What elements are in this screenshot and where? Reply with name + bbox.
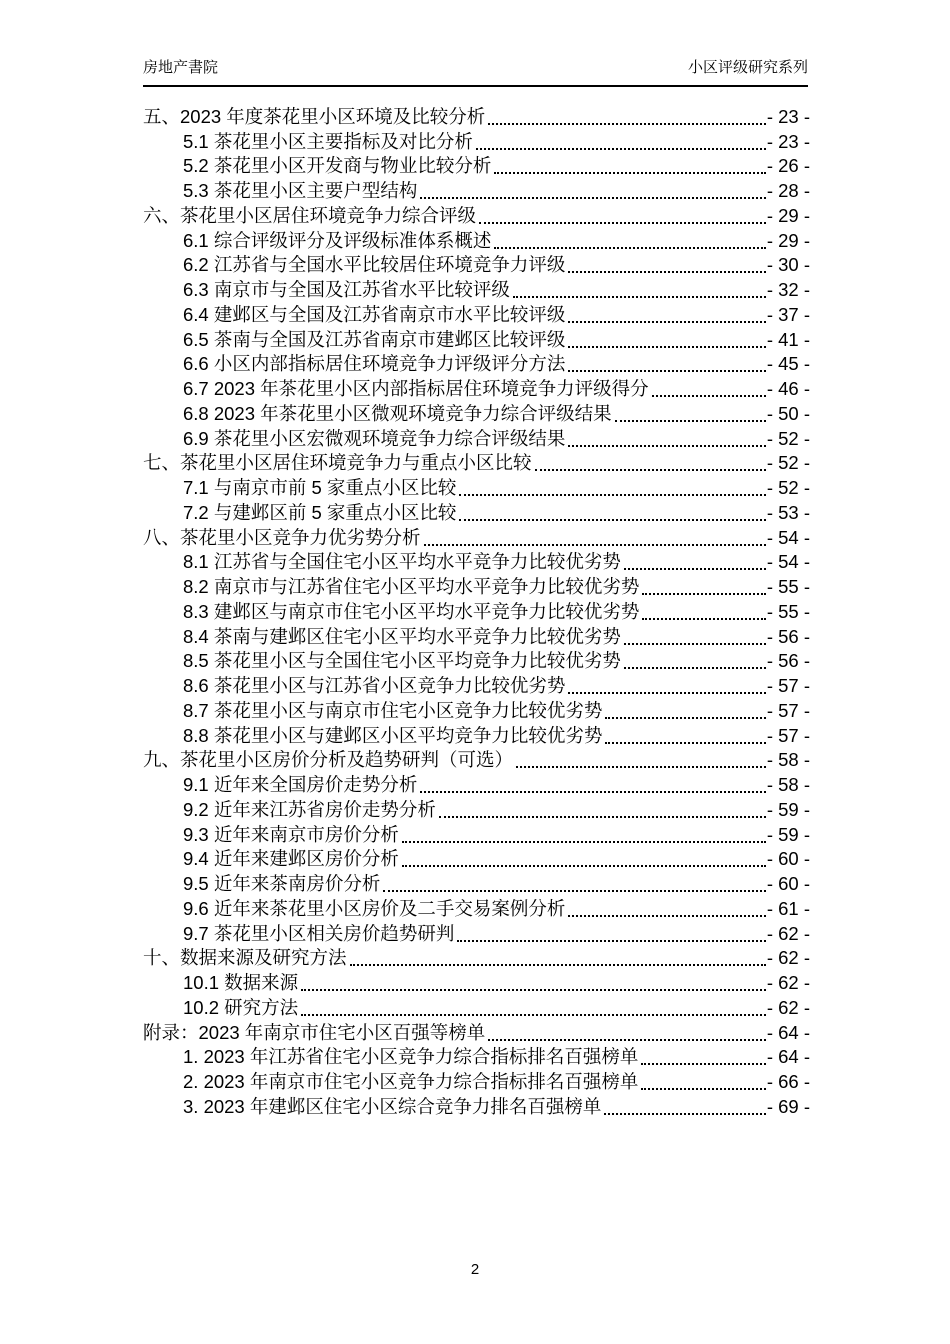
toc-entry-label: 6.9 茶花里小区宏微观环境竞争力综合评级结果 (183, 427, 566, 449)
toc-entry-label: 九、茶花里小区房价分析及趋势研判（可选） (143, 749, 514, 771)
toc-entry-label: 五、2023 年度茶花里小区环境及比较分析 (143, 105, 486, 127)
toc-entry-page: - 23 - (766, 105, 810, 127)
dot-leader (605, 717, 765, 719)
toc-entry[interactable] (143, 277, 810, 302)
toc-entry-page: - 61 - (766, 897, 810, 919)
toc-entry-page: - 59 - (766, 823, 810, 845)
toc-entry-label: 8.5 茶花里小区与全国住宅小区平均竞争力比较优劣势 (183, 650, 621, 672)
toc-entry-label: 附录：2023 年南京市住宅小区百强等榜单 (143, 1021, 486, 1043)
dot-leader (459, 494, 765, 496)
toc-entry[interactable] (143, 500, 810, 525)
toc-entry[interactable] (143, 1069, 810, 1094)
toc-entry[interactable] (143, 871, 810, 896)
header-left-text: 房地产書院 (143, 59, 219, 76)
toc-entry-label: 9.3 近年来南京市房价分析 (183, 823, 399, 845)
toc-entry[interactable] (143, 698, 810, 723)
toc-entry[interactable] (143, 352, 810, 377)
toc-entry-page: - 60 - (766, 873, 810, 894)
toc-entry-label: 六、茶花里小区居住环境竞争力综合评级 (143, 204, 477, 226)
toc-entry-page: - 57 - (766, 724, 810, 746)
toc-entry[interactable] (143, 748, 810, 773)
toc-entry[interactable] (143, 772, 810, 797)
toc-entry-page: - 62 - (766, 947, 810, 969)
toc-entry-label: 6.8 2023 年茶花里小区微观环境竞争力综合评级结果 (183, 402, 612, 424)
toc-entry-page: - 53 - (766, 501, 810, 523)
toc-entry[interactable] (143, 475, 810, 500)
toc-entry[interactable] (143, 401, 810, 426)
toc-entry[interactable] (143, 327, 810, 352)
dot-leader (568, 321, 765, 323)
toc-entry-label: 1. 2023 年江苏省住宅小区竞争力综合指标排名百强榜单 (183, 1046, 639, 1068)
dot-leader (641, 1088, 765, 1090)
toc-entry-label: 3. 2023 年建邺区住宅小区综合竞争力排名百强榜单 (183, 1095, 602, 1117)
toc-entry-page: - 58 - (766, 774, 810, 795)
dot-leader (513, 296, 766, 298)
dot-leader (568, 692, 765, 694)
dot-leader (301, 1014, 766, 1016)
toc-entry-page: - 59 - (766, 798, 810, 820)
page-number: 2 (470, 1261, 480, 1278)
toc-entry[interactable] (143, 1045, 810, 1070)
dot-leader (479, 222, 766, 224)
toc-entry-label: 10.2 研究方法 (183, 996, 299, 1018)
toc-entry-label: 5.3 茶花里小区主要户型结构 (183, 180, 418, 201)
toc-entry-page: - 56 - (766, 650, 810, 672)
toc-entry-label: 七、茶花里小区居住环境竞争力与重点小区比较 (143, 452, 532, 474)
toc-entry-page: - 62 - (766, 922, 810, 944)
toc-entry-label: 5.1 茶花里小区主要指标及对比分析 (183, 130, 473, 152)
toc-entry[interactable] (143, 104, 810, 129)
toc-entry-page: - 69 - (766, 1095, 810, 1117)
toc-entry-label: 9.2 近年来江苏省房价走势分析 (183, 798, 436, 820)
toc-entry-label: 6.1 综合评级评分及评级标准体系概述 (183, 229, 492, 251)
toc-entry[interactable] (143, 178, 810, 203)
toc-entry-page: - 62 - (766, 972, 810, 993)
toc-entry-page: - 57 - (766, 675, 810, 696)
toc-entry-label: 6.2 江苏省与全国水平比较居住环境竞争力评级 (183, 254, 566, 276)
dot-leader (494, 172, 765, 174)
toc-entry-label: 6.5 茶南与全国及江苏省南京市建邺区比较评级 (183, 328, 566, 350)
dot-leader (615, 420, 766, 422)
toc-entry[interactable] (143, 129, 810, 154)
toc-entry-page: - 29 - (766, 229, 810, 251)
toc-entry-page: - 54 - (766, 551, 810, 573)
toc-entry-label: 8.8 茶花里小区与建邺区小区平均竞争力比较优劣势 (183, 724, 603, 746)
toc-entry[interactable] (143, 302, 810, 327)
toc-entry-label: 8.2 南京市与江苏省住宅小区平均水平竞争力比较优劣势 (183, 576, 640, 597)
dot-leader (383, 890, 765, 892)
toc-entry-page: - 23 - (766, 130, 810, 152)
toc-entry[interactable] (143, 574, 810, 599)
dot-leader (568, 915, 765, 917)
toc-entry-label: 8.6 茶花里小区与江苏省小区竞争力比较优劣势 (183, 675, 566, 696)
toc-entry-page: - 29 - (766, 204, 810, 226)
toc-entry-page: - 58 - (766, 749, 810, 771)
toc-entry-label: 5.2 茶花里小区开发商与物业比较分析 (183, 155, 492, 177)
toc-entry-page: - 54 - (766, 526, 810, 548)
toc-entry[interactable] (143, 673, 810, 698)
toc-entry[interactable] (143, 624, 810, 649)
toc-entry[interactable] (143, 228, 810, 253)
toc-entry[interactable] (143, 203, 810, 228)
toc-entry-page: - 30 - (766, 254, 810, 276)
toc-entry-page: - 66 - (766, 1071, 810, 1092)
toc-entry-page: - 50 - (766, 402, 810, 424)
toc-entry[interactable] (143, 946, 810, 971)
toc-entry-label: 8.1 江苏省与全国住宅小区平均水平竞争力比较优劣势 (183, 551, 621, 573)
toc-entry-label: 6.3 南京市与全国及江苏省水平比较评级 (183, 279, 510, 300)
toc-entry-label: 9.1 近年来全国房价走势分析 (183, 774, 418, 795)
toc-entry-page: - 60 - (766, 848, 810, 870)
toc-entry-label: 7.1 与南京市前 5 家重点小区比较 (183, 477, 457, 498)
toc-entry-label: 9.5 近年来茶南房价分析 (183, 873, 381, 894)
toc-entry-page: - 26 - (766, 155, 810, 177)
dot-leader (568, 445, 765, 447)
toc-entry-page: - 55 - (766, 600, 810, 622)
dot-leader (604, 1113, 765, 1115)
dot-leader (642, 618, 765, 620)
toc-entry-page: - 56 - (766, 625, 810, 647)
toc-entry-label: 7.2 与建邺区前 5 家重点小区比较 (183, 501, 457, 523)
toc-entry-page: - 28 - (766, 180, 810, 201)
toc-entry-page: - 52 - (766, 452, 810, 474)
toc-entry-label: 9.4 近年来建邺区房价分析 (183, 848, 399, 870)
toc-entry-page: - 32 - (766, 279, 810, 300)
toc-entry-page: - 52 - (766, 477, 810, 498)
dot-leader (624, 643, 766, 645)
toc-entry-page: - 37 - (766, 303, 810, 325)
toc-entry[interactable] (143, 921, 810, 946)
dot-leader (402, 865, 766, 867)
toc-entry-label: 八、茶花里小区竞争力优劣势分析 (143, 526, 421, 548)
toc-entry-page: - 46 - (766, 378, 810, 399)
toc-entry-label: 10.1 数据来源 (183, 972, 299, 993)
toc-entry[interactable] (143, 822, 810, 847)
toc-entry-page: - 45 - (766, 353, 810, 375)
dot-leader (641, 1063, 765, 1065)
toc-entry-label: 6.4 建邺区与全国及江苏省南京市水平比较评级 (183, 303, 566, 325)
dot-leader (516, 766, 766, 768)
dot-leader (568, 271, 765, 273)
toc-entry[interactable] (143, 550, 810, 575)
toc-entry[interactable] (143, 253, 810, 278)
dot-leader (488, 123, 766, 125)
dot-leader (420, 791, 765, 793)
dot-leader (568, 346, 765, 348)
dot-leader (488, 1039, 766, 1041)
dot-leader (301, 989, 766, 991)
dot-leader (402, 841, 766, 843)
toc-entry-page: - 64 - (766, 1046, 810, 1068)
toc-entry-label: 8.3 建邺区与南京市住宅小区平均水平竞争力比较优劣势 (183, 600, 640, 622)
dot-leader (652, 395, 766, 397)
dot-leader (350, 964, 766, 966)
toc-entry[interactable] (143, 1020, 810, 1045)
toc-entry-page: - 52 - (766, 427, 810, 449)
toc-entry[interactable] (143, 599, 810, 624)
dot-leader (568, 370, 765, 372)
toc-entry[interactable] (143, 525, 810, 550)
toc-entry[interactable] (143, 847, 810, 872)
toc-entry-label: 6.7 2023 年茶花里小区内部指标居住环境竞争力评级得分 (183, 378, 649, 399)
toc-entry[interactable] (143, 723, 810, 748)
toc-entry[interactable] (143, 970, 810, 995)
dot-leader (476, 148, 766, 150)
toc-entry-label: 9.7 茶花里小区相关房价趋势研判 (183, 922, 455, 944)
toc-entry-page: - 41 - (766, 328, 810, 350)
dot-leader (605, 742, 765, 744)
toc-entry-label: 8.7 茶花里小区与南京市住宅小区竞争力比较优劣势 (183, 699, 603, 721)
toc-entry[interactable] (143, 797, 810, 822)
toc-entry[interactable] (143, 154, 810, 179)
toc-entry-label: 十、数据来源及研究方法 (143, 947, 347, 969)
toc-entry[interactable] (143, 426, 810, 451)
dot-leader (642, 593, 765, 595)
toc-entry[interactable] (143, 1094, 810, 1119)
dot-leader (439, 816, 766, 818)
toc-entry-label: 9.6 近年来茶花里小区房价及二手交易案例分析 (183, 897, 566, 919)
toc-entry-label: 2. 2023 年南京市住宅小区竞争力综合指标排名百强榜单 (183, 1071, 639, 1092)
dot-leader (420, 197, 765, 199)
toc-entry[interactable] (143, 649, 810, 674)
toc-entry-page: - 55 - (766, 576, 810, 597)
dot-leader (535, 469, 766, 471)
toc-entry[interactable] (143, 376, 810, 401)
dot-leader (457, 940, 765, 942)
dot-leader (459, 519, 765, 521)
dot-leader (624, 667, 766, 669)
dot-leader (424, 544, 766, 546)
table-of-contents (143, 104, 810, 1119)
toc-entry[interactable] (143, 451, 810, 476)
toc-entry-page: - 64 - (766, 1021, 810, 1043)
toc-entry-page: - 57 - (766, 699, 810, 721)
toc-entry[interactable] (143, 896, 810, 921)
dot-leader (494, 247, 765, 249)
toc-entry-label: 6.6 小区内部指标居住环境竞争力评级评分方法 (183, 353, 566, 375)
page-header (143, 58, 808, 87)
dot-leader (624, 568, 766, 570)
toc-entry-label: 8.4 茶南与建邺区住宅小区平均水平竞争力比较优劣势 (183, 625, 621, 647)
toc-entry[interactable] (143, 995, 810, 1020)
header-right-text: 小区评级研究系列 (687, 59, 808, 76)
toc-entry-page: - 62 - (766, 996, 810, 1018)
